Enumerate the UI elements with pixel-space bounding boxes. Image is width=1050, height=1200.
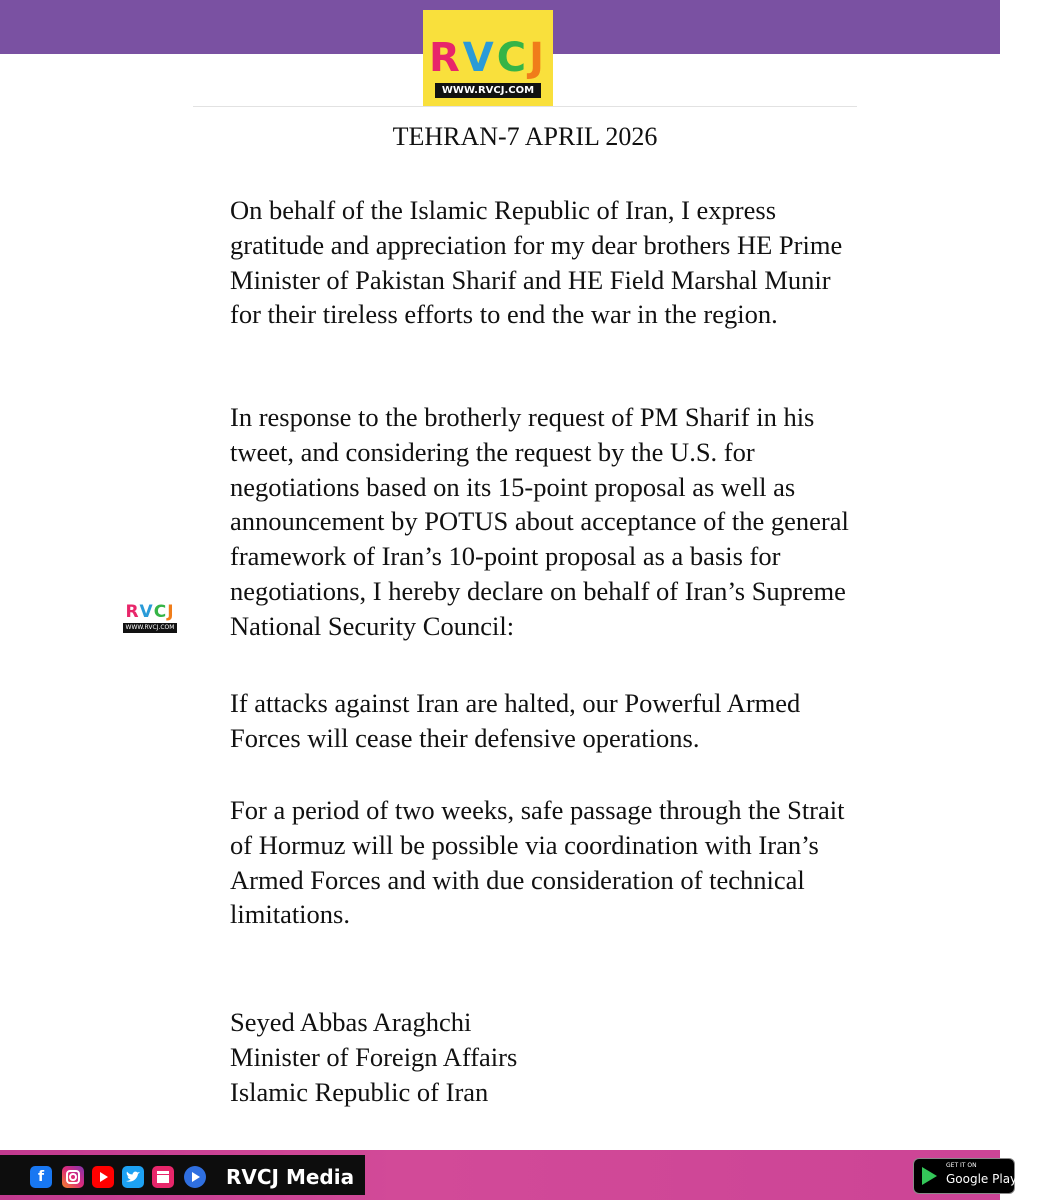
paragraph-3: If attacks against Iran are halted, our Powerful Armed Forces will cease their defensive operations. [230,688,801,753]
twitter-glyph [122,1166,144,1188]
play-glyph [184,1166,206,1188]
date-line: TEHRAN-7 APRIL 2026 [392,122,658,151]
logo-letters: RVCJ [428,35,548,81]
paragraph-1: On behalf of the Islamic Republic of Iran, I express gratitude and appreciation for my dear brothers HE Prime Minister of Pakistan Sharif and HE Field Marshal Munir for their tireless efforts to end the war in the region. [230,195,843,330]
signature-name: Seyed Abbas Araghchi [230,1007,472,1037]
google-play-big-text: Google Play [946,1172,1018,1186]
google-play-icon [922,1167,937,1185]
google-play-small-text: GET IT ON [946,1162,977,1169]
footer-brand: RVCJ Media [226,1165,355,1189]
divider [193,106,857,107]
youtube-icon[interactable] [92,1166,114,1188]
rvcj-logo [423,10,553,106]
watermark-url: WWW.RVCJ.COM [123,623,177,633]
clapperboard-glyph [152,1166,174,1188]
rvcj-watermark [120,602,180,634]
watermark-letters: RVCJ [125,602,175,622]
paragraph-2: In response to the brotherly request of PM Sharif in his tweet, and considering the request by the U.S. for negotiations based on its 15-point proposal as well as announcement by POTUS about acceptance of the general framework of Iran’s 10-point proposal as a basis for negotiations, I hereby declare on behalf of Iran’s Supreme National Security Council: [230,402,849,641]
facebook-icon[interactable]: f [30,1166,52,1188]
paragraph-4: For a period of two weeks, safe passage through the Strait of Hormuz will be possible via coordination with Iran’s Armed Forces and with due consideration of technical limitations. [230,795,845,930]
signature-org: Islamic Republic of Iran [230,1077,489,1107]
signature-title: Minister of Foreign Affairs [230,1042,518,1072]
logo-url: WWW.RVCJ.COM [435,83,541,98]
twitter-icon[interactable] [122,1166,144,1188]
instagram-glyph [62,1166,84,1188]
youtube-glyph [92,1166,114,1188]
clapperboard-icon[interactable] [152,1166,174,1188]
instagram-icon[interactable] [62,1166,84,1188]
play-icon[interactable] [184,1166,206,1188]
google-play-badge[interactable] [913,1158,1018,1194]
